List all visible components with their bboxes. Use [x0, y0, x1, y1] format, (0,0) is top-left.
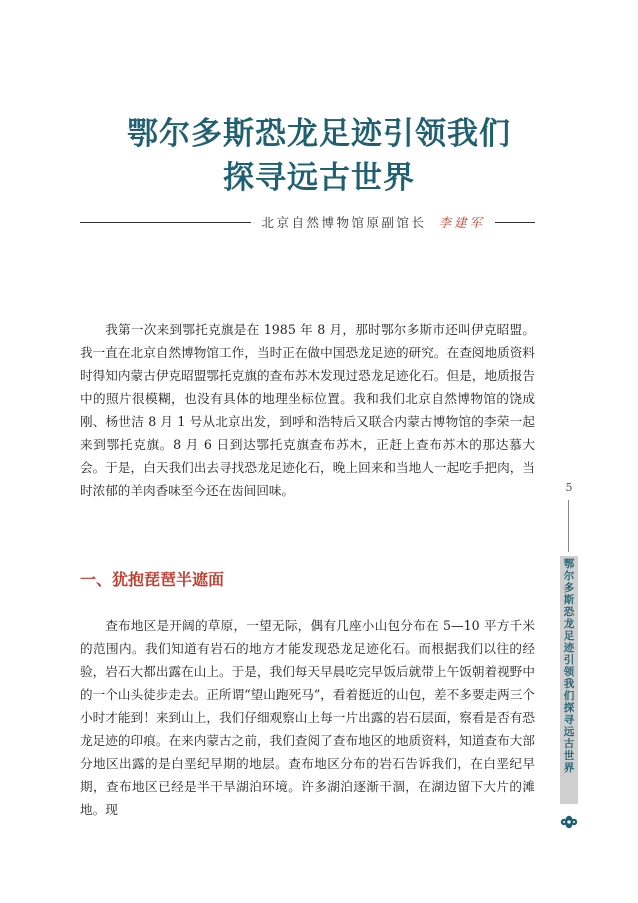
page-number: 5: [565, 481, 573, 494]
paragraph-1: 我第一次来到鄂托克旗是在 1985 年 8 月，那时鄂尔多斯市还叫伊克昭盟。我一直在北京自然博物馆工作，当时正在做中国恐龙足迹的研究。在查阅地质资料时得知内蒙古伊克昭盟鄂托克旗的查布苏木发现过恐龙足迹化石。但是，地质报告中的照片很模糊，也没有具体的地理坐标位置。我和我们北京自然博物馆的饶成刚、杨世洁 8 月 1 号从北京出发，到呼和浩特后又联合内蒙古博物馆的李荣一起来到鄂托克旗。8 月 6 日到达鄂托克旗查布苏木，正赶上查布苏木的那达慕大会。于是，白天我们出去寻找恐龙足迹化石，晚上回来和当地人一起吃手把肉，当时浓郁的羊肉香味至今还在齿间回味。: [80, 322, 535, 498]
sidebar-title-char: 足: [563, 630, 575, 642]
sidebar-title-char: 我: [563, 678, 575, 690]
author-name: 李建军: [438, 215, 485, 230]
byline-rule-left: [80, 222, 251, 223]
sidebar-title-char: 领: [563, 666, 575, 678]
sidebar-title-char: 鄂: [563, 558, 575, 570]
sidebar-title-char: 多: [563, 582, 575, 594]
sidebar-divider: [568, 500, 569, 552]
sidebar-title-char: 龙: [563, 618, 575, 630]
sidebar-title-char: 探: [563, 702, 575, 714]
sidebar-title-char: 们: [563, 690, 575, 702]
title-line-1: 鄂尔多斯恐龙足迹引领我们: [127, 116, 511, 152]
article-title: [0, 112, 638, 200]
author-affiliation: 北京自然博物馆原副馆长: [261, 215, 427, 230]
sidebar-title-char: 远: [563, 726, 575, 738]
byline-text: [251, 213, 495, 231]
sidebar-title-char: 界: [563, 762, 575, 774]
sidebar-book-title: [560, 556, 578, 804]
sidebar-title-char: 引: [563, 654, 575, 666]
byline-rule-right: [495, 222, 535, 223]
paragraph-2: 查布地区是开阔的草原，一望无际，偶有几座小山包分布在 5—10 平方千米的范围内。我们知道有岩石的地方才能发现恐龙足迹化石。而根据我们以往的经验，岩石大都出露在山上。于是，我们每天早晨吃完早饭后就带上午饭朝着视野中的一个山头徒步走去。正所谓“望山跑死马”，看着挺近的山包，差不多要走两三个小时才能到！来到山上，我们仔细观察山上每一片出露的岩石层面，察看是否有恐龙足迹的印痕。在来内蒙古之前，我们查阅了查布地区的地质资料，知道查布大部分地区出露的是白垩纪早期的地层。查布地区分布的岩石告诉我们，在白垩纪早期，查布地区已经是半干旱湖泊环境。许多湖泊逐渐干涸，在湖边留下大片的滩地。现: [80, 618, 535, 817]
sidebar-title-char: 寻: [563, 714, 575, 726]
floral-ornament-icon: [559, 814, 579, 830]
sidebar-title-char: 古: [563, 738, 575, 750]
sidebar-title-char: 恐: [563, 606, 575, 618]
sidebar-title-char: 迹: [563, 642, 575, 654]
sidebar-title-char: 尔: [563, 570, 575, 582]
title-line-2: 探寻远古世界: [223, 160, 415, 196]
sidebar-title-char: 世: [563, 750, 575, 762]
sidebar-title-char: 斯: [563, 594, 575, 606]
byline: [80, 212, 535, 232]
section-heading: 一、犹抱琵琶半遮面: [80, 570, 225, 589]
